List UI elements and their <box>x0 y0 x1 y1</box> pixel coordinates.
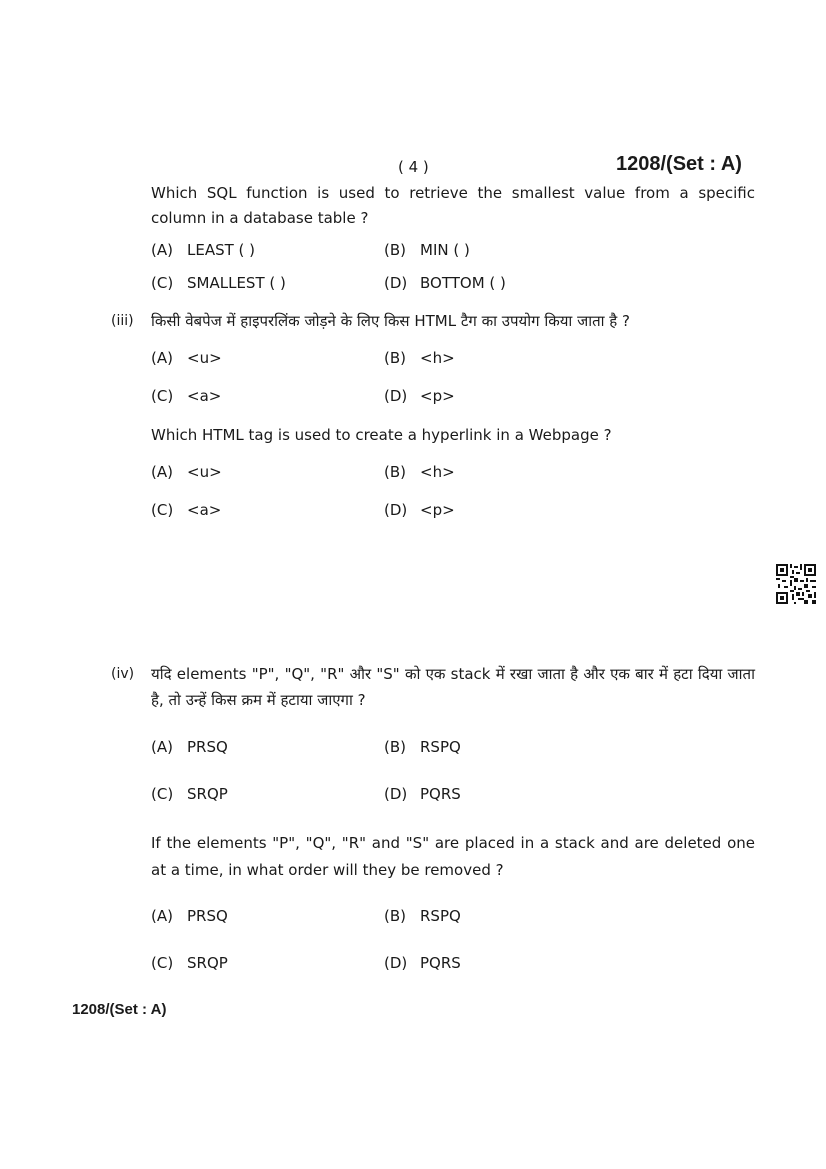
q3-english-option-c <box>151 501 221 519</box>
option-text: <p> <box>420 501 455 519</box>
q4-number: (iv) <box>111 666 135 682</box>
q2-option-c <box>151 274 286 292</box>
option-text: SRQP <box>187 785 228 803</box>
option-label: (B) <box>384 349 406 367</box>
q4-hindi-stem: यदि elements "P", "Q", "R" और "S" को एक stack में रखा जाता है और एक बार में हटा दिया जाता है, तो उन्हें किस क्रम में हटाया जाएगा ? <box>151 665 755 709</box>
q2-option-a <box>151 241 255 259</box>
option-text: <a> <box>187 387 222 405</box>
option-label: (B) <box>384 241 406 259</box>
option-label: (B) <box>384 907 406 925</box>
q2-option-d <box>384 274 506 292</box>
qr-code-icon <box>776 564 816 604</box>
option-label: (D) <box>384 274 408 292</box>
option-text: LEAST ( ) <box>187 241 256 259</box>
option-label: (D) <box>384 954 408 972</box>
option-text: PQRS <box>420 954 461 972</box>
option-label: (A) <box>151 349 173 367</box>
option-label: (C) <box>151 954 174 972</box>
option-text: PRSQ <box>187 907 228 925</box>
q4-hindi-option-b <box>384 738 461 756</box>
footer-paper-code: 1208/(Set : A) <box>72 1001 167 1018</box>
q3-hindi-option-a <box>151 349 222 367</box>
page-number: ( 4 ) <box>398 158 429 176</box>
q4-english-option-b <box>384 907 461 925</box>
option-text: RSPQ <box>420 907 461 925</box>
option-label: (D) <box>384 387 408 405</box>
header-paper-code: 1208/(Set : A) <box>616 153 742 175</box>
q3-english-option-a <box>151 463 222 481</box>
option-label: (A) <box>151 241 173 259</box>
option-text: <u> <box>187 463 222 481</box>
q2-english-stem: Which SQL function is used to retrieve the smallest value from a specific column in a database table ? <box>151 184 755 227</box>
option-label: (C) <box>151 785 174 803</box>
option-label: (A) <box>151 738 173 756</box>
option-label: (A) <box>151 463 173 481</box>
q3-english-option-d <box>384 501 455 519</box>
option-text: <u> <box>187 349 222 367</box>
option-label: (D) <box>384 501 408 519</box>
option-text: <p> <box>420 387 455 405</box>
q4-english-option-c <box>151 954 228 972</box>
option-text: <h> <box>420 349 455 367</box>
q3-english-option-b <box>384 463 455 481</box>
q4-hindi-option-a <box>151 738 228 756</box>
option-text: BOTTOM ( ) <box>420 274 506 292</box>
q3-english-stem: Which HTML tag is used to create a hyperlink in a Webpage ? <box>151 426 612 444</box>
option-text: <a> <box>187 501 222 519</box>
option-label: (D) <box>384 785 408 803</box>
option-text: PQRS <box>420 785 461 803</box>
q3-hindi-option-b <box>384 349 455 367</box>
option-text: MIN ( ) <box>420 241 470 259</box>
q4-english-stem: If the elements "P", "Q", "R" and "S" are placed in a stack and are deleted one at a time, in what order will they be removed ? <box>151 834 755 879</box>
option-text: RSPQ <box>420 738 461 756</box>
option-label: (B) <box>384 738 406 756</box>
option-label: (B) <box>384 463 406 481</box>
option-text: <h> <box>420 463 455 481</box>
option-text: PRSQ <box>187 738 228 756</box>
option-label: (A) <box>151 907 173 925</box>
q4-english-option-a <box>151 907 228 925</box>
option-text: SRQP <box>187 954 228 972</box>
option-label: (C) <box>151 274 174 292</box>
q4-hindi-option-d <box>384 785 461 803</box>
q2-option-b <box>384 241 470 259</box>
q4-hindi-option-c <box>151 785 228 803</box>
q4-english-option-d <box>384 954 461 972</box>
q3-hindi-option-d <box>384 387 455 405</box>
option-text: SMALLEST ( ) <box>187 274 286 292</box>
q3-hindi-option-c <box>151 387 221 405</box>
q3-hindi-stem: किसी वेबपेज में हाइपरलिंक जोड़ने के लिए किस HTML टैग का उपयोग किया जाता है ? <box>151 312 630 330</box>
option-label: (C) <box>151 501 174 519</box>
option-label: (C) <box>151 387 174 405</box>
q3-number: (iii) <box>111 313 134 329</box>
